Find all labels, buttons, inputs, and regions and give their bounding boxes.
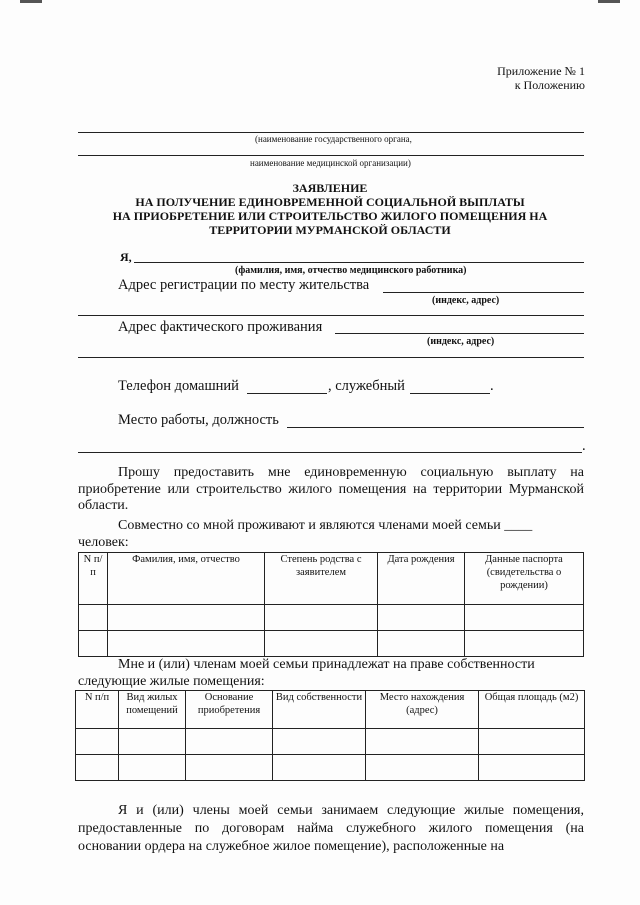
phone-home-line[interactable] bbox=[247, 393, 327, 394]
family-table-row bbox=[79, 605, 584, 631]
gov-body-line[interactable] bbox=[78, 132, 584, 133]
appendix-line-1: Приложение № 1 bbox=[497, 64, 585, 78]
title-line-1: ЗАЯВЛЕНИЕ bbox=[292, 181, 368, 195]
property-cell[interactable] bbox=[119, 755, 186, 781]
reg-address-line[interactable] bbox=[383, 292, 584, 293]
property-col-type: Вид жилых помещений bbox=[119, 691, 186, 729]
family-line-start: Совместно со мной проживают и являются членами моей семьи ____ bbox=[118, 518, 533, 533]
property-cell[interactable] bbox=[479, 729, 585, 755]
workplace-line-2[interactable] bbox=[78, 452, 582, 453]
family-col-birthdate: Дата рождения bbox=[378, 553, 465, 605]
reg-address-line-2[interactable] bbox=[78, 315, 584, 316]
family-cell[interactable] bbox=[265, 605, 378, 631]
reg-address-label: Адрес регистрации по месту жительства bbox=[118, 277, 370, 293]
actual-address-line[interactable] bbox=[335, 333, 584, 334]
family-cell[interactable] bbox=[108, 605, 265, 631]
med-org-line[interactable] bbox=[78, 155, 584, 156]
property-cell[interactable] bbox=[479, 755, 585, 781]
property-col-area: Общая площадь (м2) bbox=[479, 691, 585, 729]
family-col-name: Фамилия, имя, отчество bbox=[108, 553, 265, 605]
family-col-passport: Данные паспорта (свидетельства о рождении) bbox=[465, 553, 584, 605]
family-cell[interactable] bbox=[265, 631, 378, 657]
family-cell[interactable] bbox=[465, 605, 584, 631]
property-cell[interactable] bbox=[76, 755, 119, 781]
med-org-caption: наименование медицинской организации) bbox=[250, 158, 411, 168]
property-cell[interactable] bbox=[186, 729, 273, 755]
phone-work-label: , служебный bbox=[328, 378, 405, 394]
family-cell[interactable] bbox=[378, 605, 465, 631]
property-cell[interactable] bbox=[273, 729, 366, 755]
phone-end: . bbox=[490, 378, 494, 394]
family-cell[interactable] bbox=[108, 631, 265, 657]
family-cell[interactable] bbox=[465, 631, 584, 657]
property-col-number: N п/п bbox=[76, 691, 119, 729]
property-col-location: Место нахождения (адрес) bbox=[366, 691, 479, 729]
document-title bbox=[70, 181, 590, 237]
workplace-label: Место работы, должность bbox=[118, 412, 279, 428]
title-line-3: НА ПРИОБРЕТЕНИЕ ИЛИ СТРОИТЕЛЬСТВО ЖИЛОГО ПОМЕЩЕНИЯ НА bbox=[112, 209, 548, 223]
appendix-header bbox=[497, 64, 585, 92]
property-col-ownership: Вид собственности bbox=[273, 691, 366, 729]
property-cell[interactable] bbox=[273, 755, 366, 781]
title-line-2: НА ПОЛУЧЕНИЕ ЕДИНОВРЕМЕННОЙ СОЦИАЛЬНОЙ ВЫПЛАТЫ bbox=[135, 195, 525, 209]
family-table bbox=[78, 552, 584, 657]
actual-address-caption: (индекс, адрес) bbox=[427, 336, 495, 347]
appendix-line-2: к Положению bbox=[514, 78, 585, 92]
fio-caption: (фамилия, имя, отчество медицинского работника) bbox=[235, 265, 467, 276]
gov-body-caption: (наименование государственного органа, bbox=[255, 134, 412, 144]
ya-label: Я, bbox=[120, 250, 132, 264]
property-cell[interactable] bbox=[76, 729, 119, 755]
family-table-header bbox=[79, 553, 584, 605]
property-line-end: следующие жилые помещения: bbox=[78, 674, 265, 689]
family-col-relation: Степень родства с заявителем bbox=[265, 553, 378, 605]
property-table bbox=[75, 690, 585, 781]
service-housing-paragraph: Я и (или) члены моей семьи занимаем следующие жилые помещения, предоставленные по договорам найма служебного жилого помещения (на основании ордера на служебное жилое помещение), расположенные на bbox=[78, 803, 584, 854]
workplace-end: . bbox=[582, 438, 586, 454]
actual-address-line-2[interactable] bbox=[78, 357, 584, 358]
property-line-start: Мне и (или) членам моей семьи принадлежат на праве собственности bbox=[118, 657, 535, 672]
family-col-number: N п/п bbox=[79, 553, 108, 605]
actual-address-label: Адрес фактического проживания bbox=[118, 319, 323, 335]
family-table-row bbox=[79, 631, 584, 657]
property-col-basis: Основание приобретения bbox=[186, 691, 273, 729]
property-table-header bbox=[76, 691, 585, 729]
property-cell[interactable] bbox=[186, 755, 273, 781]
request-paragraph: Прошу предоставить мне единовременную социальную выплату на приобретение или строительство жилого помещения на территории Мурманской области. bbox=[78, 465, 584, 513]
family-cell[interactable] bbox=[79, 605, 108, 631]
family-cell[interactable] bbox=[378, 631, 465, 657]
property-table-row bbox=[76, 729, 585, 755]
title-line-4: ТЕРРИТОРИИ МУРМАНСКОЙ ОБЛАСТИ bbox=[209, 223, 451, 237]
family-cell[interactable] bbox=[79, 631, 108, 657]
phone-work-line[interactable] bbox=[410, 393, 490, 394]
family-line-end: человек: bbox=[78, 535, 129, 550]
property-cell[interactable] bbox=[366, 729, 479, 755]
reg-address-caption: (индекс, адрес) bbox=[432, 295, 500, 306]
scan-mark-right bbox=[598, 0, 620, 3]
property-cell[interactable] bbox=[119, 729, 186, 755]
property-table-row bbox=[76, 755, 585, 781]
property-cell[interactable] bbox=[366, 755, 479, 781]
workplace-line[interactable] bbox=[287, 427, 584, 428]
scan-mark-left bbox=[20, 0, 42, 3]
phone-home-label: Телефон домашний bbox=[118, 378, 239, 394]
fio-line[interactable] bbox=[134, 262, 584, 263]
